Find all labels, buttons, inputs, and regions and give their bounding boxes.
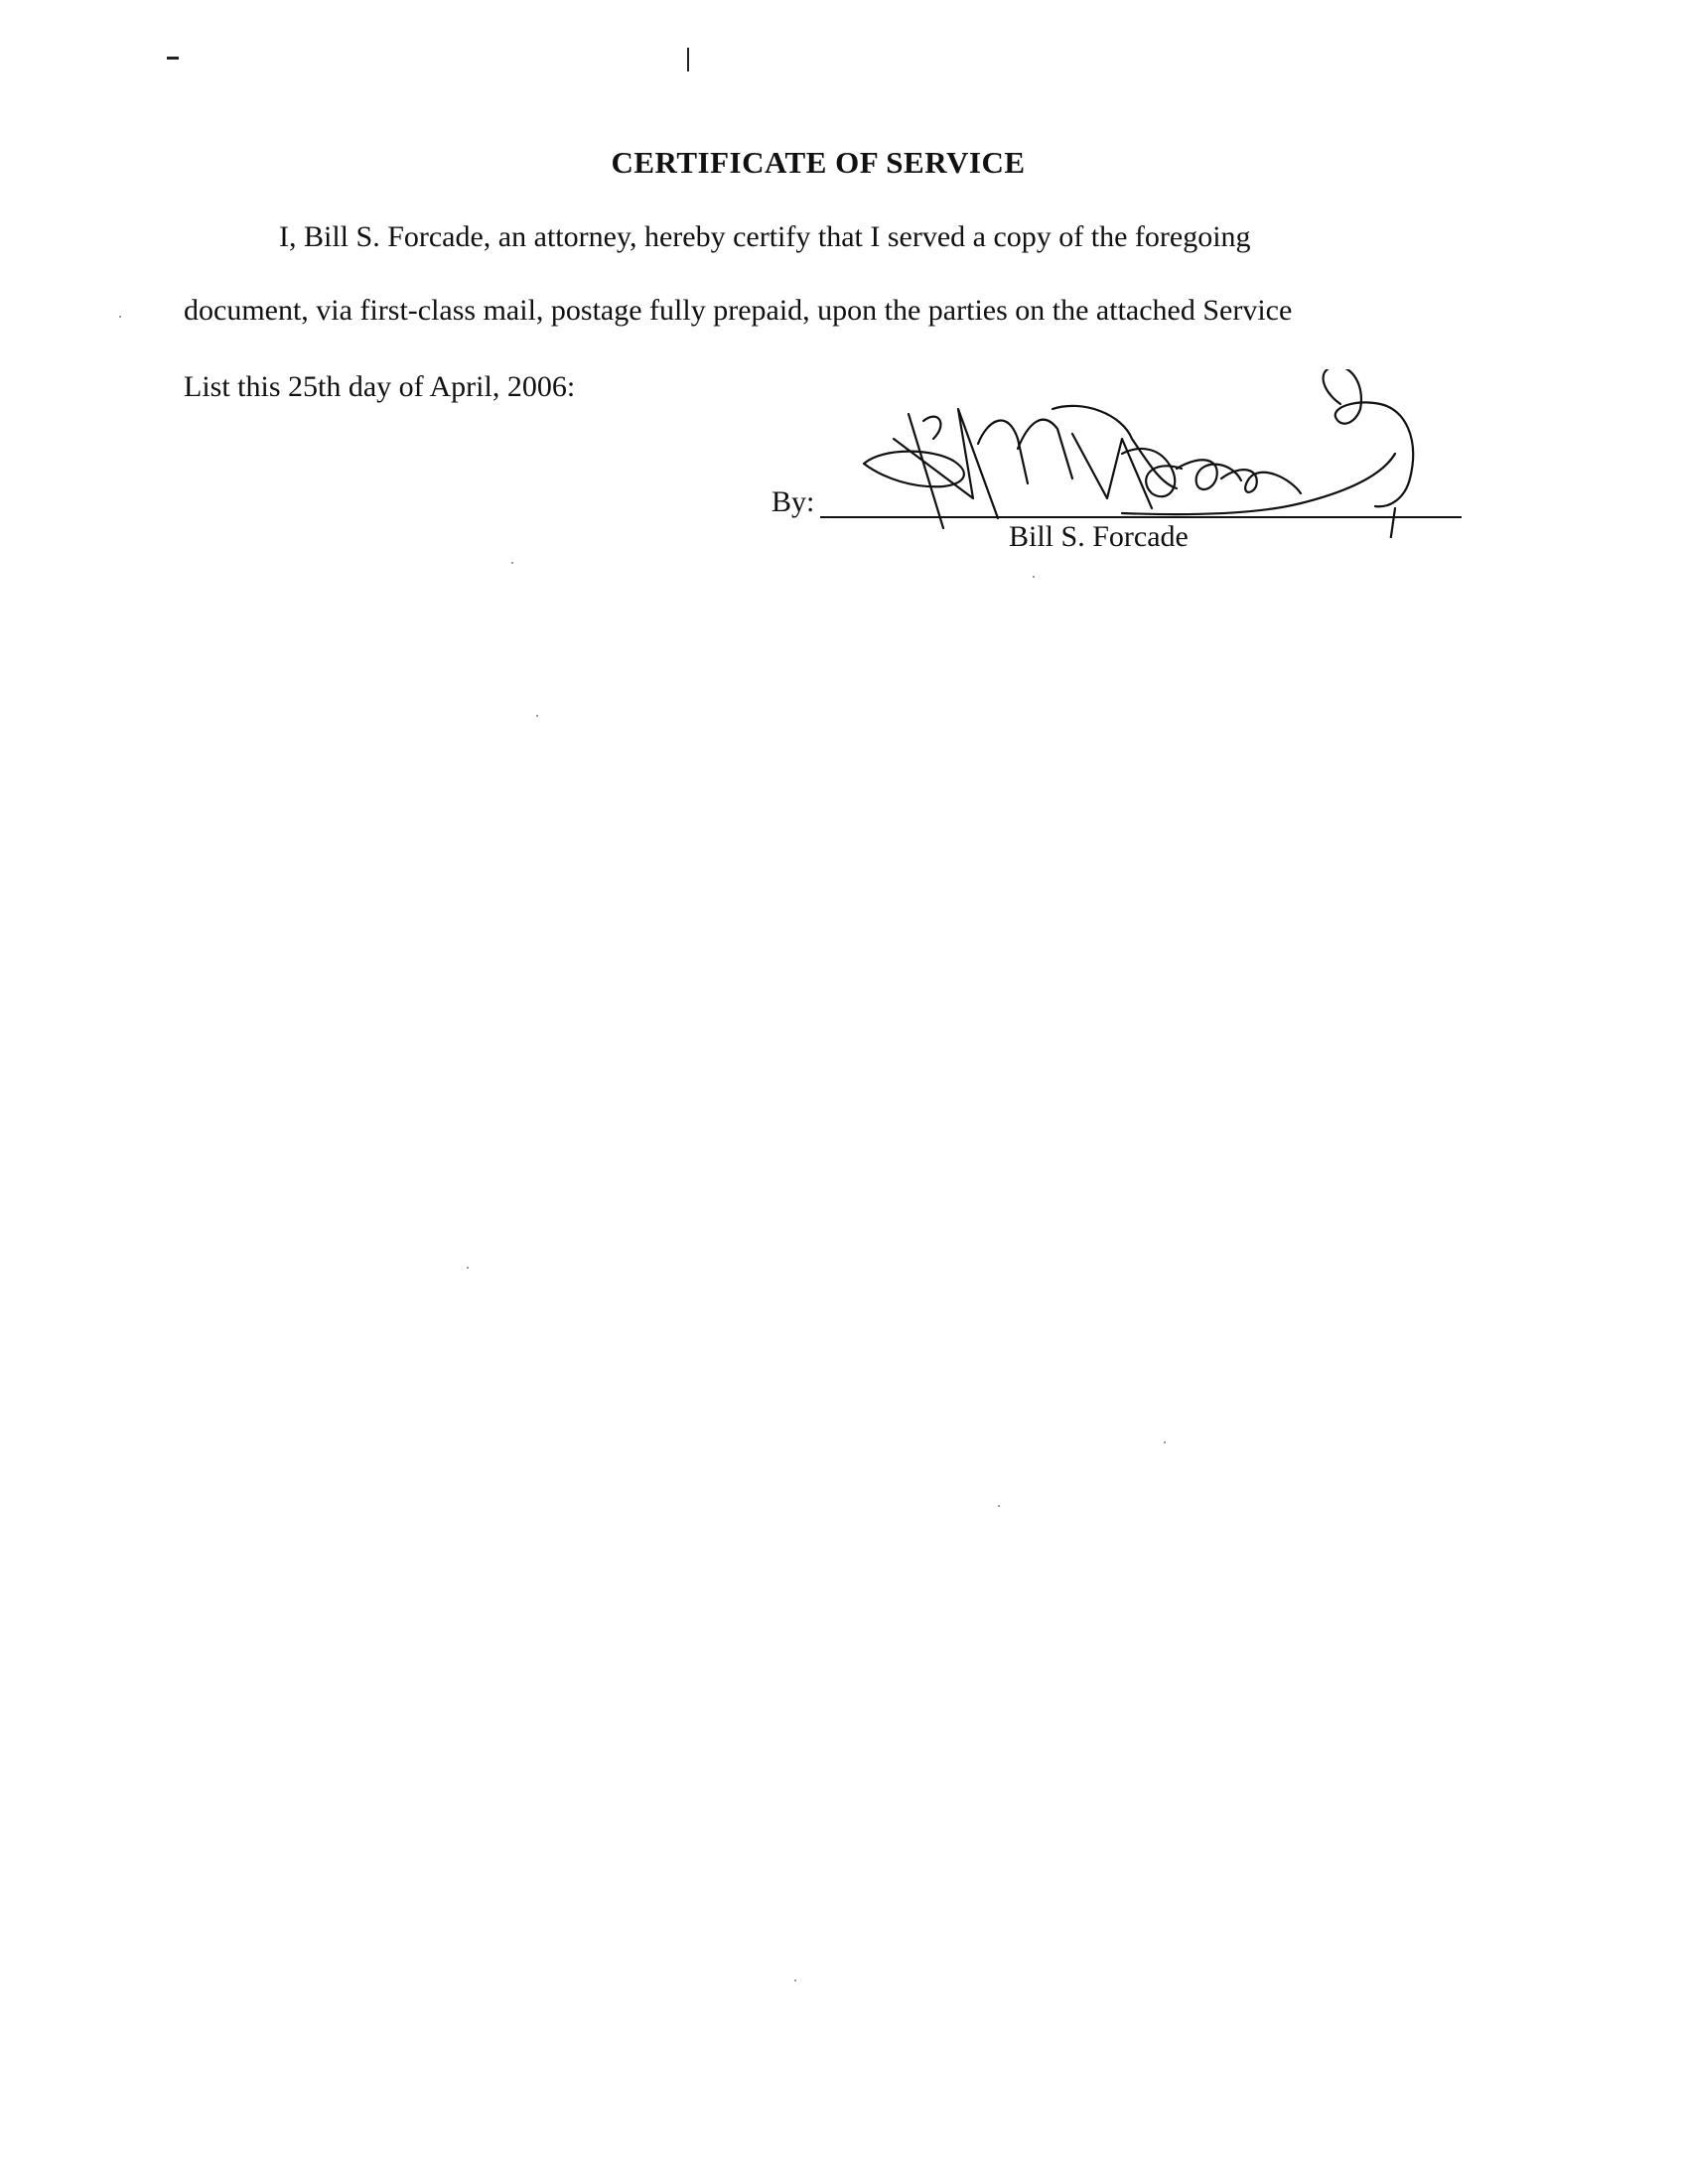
- scan-speck: [467, 1267, 469, 1269]
- certification-text-line-2: document, via first-class mail, postage fully prepaid, upon the parties on the attached Service: [184, 294, 1293, 327]
- handwritten-signature: [824, 369, 1479, 538]
- scan-artifact-dash: [167, 57, 179, 60]
- signer-name: Bill S. Forcade: [1009, 520, 1189, 553]
- scan-speck: [1164, 1441, 1166, 1443]
- scan-speck: [1033, 576, 1035, 578]
- document-title: CERTIFICATE OF SERVICE: [611, 145, 1026, 180]
- certification-text-line-1: I, Bill S. Forcade, an attorney, hereby certify that I served a copy of the foregoing: [279, 220, 1251, 253]
- scan-artifact-tick: [687, 48, 689, 71]
- signature-by-label: By:: [772, 485, 815, 518]
- scan-speck: [511, 562, 513, 564]
- signature-line: [820, 516, 1462, 518]
- certification-text-line-3: List this 25th day of April, 2006:: [184, 370, 576, 403]
- scan-speck: [998, 1505, 1000, 1507]
- scan-speck: [536, 715, 538, 717]
- scan-speck: [794, 1979, 796, 1981]
- scan-speck: [119, 316, 121, 318]
